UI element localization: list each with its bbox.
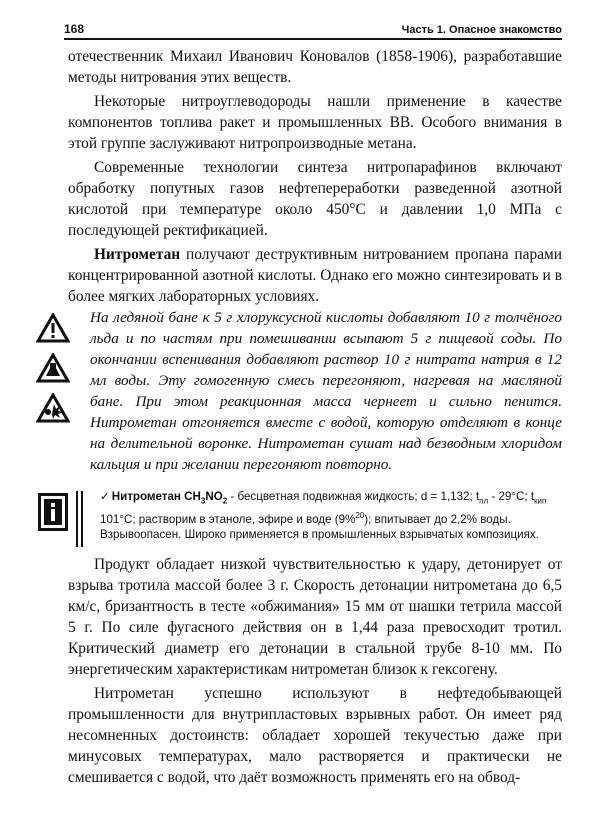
paragraph-4 [68,244,562,307]
paragraph-4-text: получают деструктивным нитрованием пропана парами концентрированной азотной кислоты. Однако его можно синтезировать и в более мягких лабораторных условиях. [68,246,562,305]
hazard-icons [36,313,70,423]
page-header [64,22,562,40]
explosion-hazard-icon [36,393,70,423]
info-box [68,489,562,542]
paragraph-3: Современные технологии синтеза нитропарафинов включают обработку попутных газов нефтепереработки разведенной азотной кислотой при температуре около 450°С и давлении 1,0 МПа с последующей ректификацией. [68,159,562,239]
info-i-icon [38,493,68,531]
running-head: Часть 1. Опасное знакомство [401,24,562,36]
info-name: Нитрометан $CH_3NO_2$ [111,490,228,506]
warning-triangle-icon [36,313,70,343]
paragraph-6: Нитрометан успешно используют в нефтедобывающей промышленности для внутрипластовых взрывных работ. Он имеет ряд несомненных достоинств: обладает хорошей текучестью даже при минусовых температурах, мало растворяется и практически не смешивается с водой, что даёт возможность применять его на обвод- [68,685,562,787]
info-text: ✓ Нитрометан $CH_3NO_2$ - бесцветная подвижная жидкость; d = 1,132; $t_{пл} - 29^\circ С$; $t_{кип}$ 101°С; растворим в этаноле, эфире и воде (9%$^{20}$); впитывает до 2,2% воды. Взрывоопасен. Широко применяется в промышленных взрывчатых композициях. [100,490,547,542]
check-icon: ✓ [100,490,110,503]
page-number: 168 [64,22,85,36]
paragraph-1: отечественник Михаил Иванович Коновалов (1858-1906), разработавшие методы нитрования этих веществ. [68,48,562,86]
recipe-text: На ледяной бане к 5 г хлоруксусной кислоты добавляют 10 г толчёного льда и по частям при помешивании всыпают 5 г пищевой соды. По окончании вспенивания добавляют раствор 10 г нитрата натрия в 12 мл воды. Эту гомогенную смесь перегоняют, нагревая на масляной бане. При этом реакционная масса чернеет и сильно пенится. Нитрометан отгоняется вместе с водой, которую отделяют в конце на делительной воронке. Нитрометан сушат над безводным хлоридом кальция и при желании перегоняют повторно. [90,309,562,473]
term-nitromethane: Нитрометан [94,246,181,263]
info-rule-2 [81,491,83,547]
recipe-block [68,307,562,475]
paragraph-2: Некоторые нитроуглеводороды нашли применение в качестве компонентов топлива ракет и промышленных ВВ. Особого внимания в этой группе заслуживают нитропроизводные метана. [68,93,562,152]
paragraph-5: Продукт обладает низкой чувствительностью к удару, детонирует от взрыва тротила массой более 3 г. Скорость детонации нитрометана до 6,5 км/с, бризантность в тесте «обжимания» 15 мм от шашки тетрила массой 5 г. По силе фугасного действия он в 1,44 раза превосходит тротил. Критический диаметр его детонации в стальной трубе 8-10 мм. По энергетическим характеристикам нитрометан близок к гексогену. [68,556,562,679]
info-rule [76,491,78,547]
flask-heat-icon [36,353,70,383]
